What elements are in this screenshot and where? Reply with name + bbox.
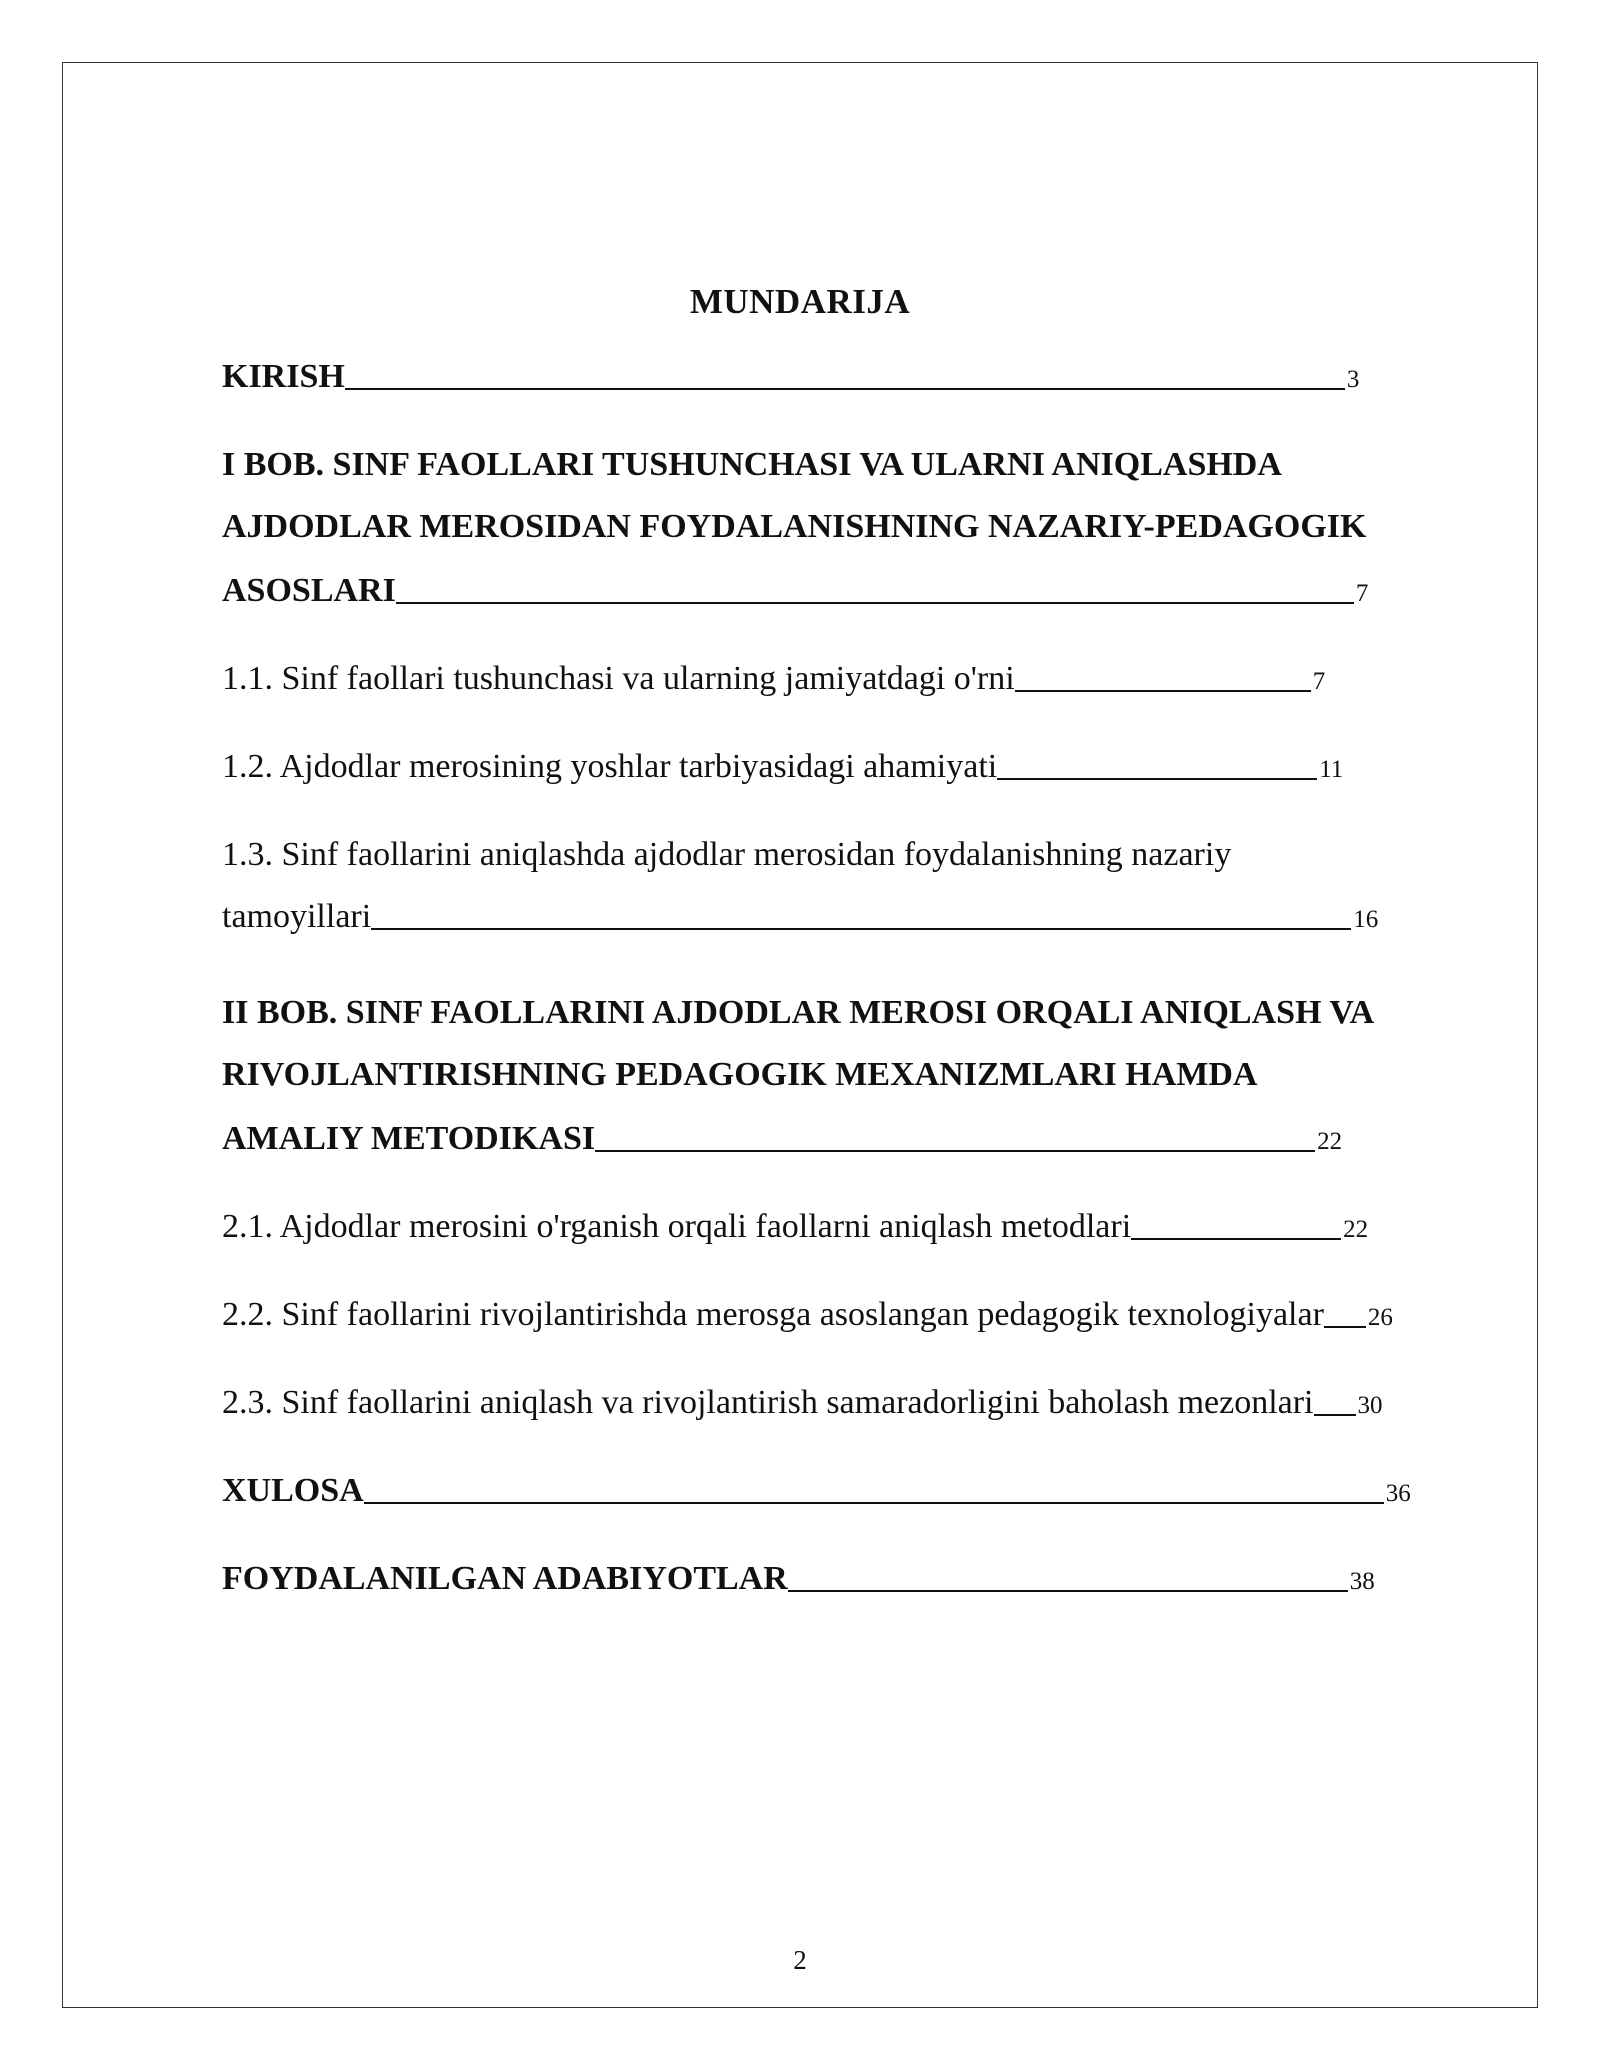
toc-page-number: 11 <box>1319 756 1344 783</box>
toc-leader <box>1131 1208 1341 1240</box>
toc-leader <box>1015 660 1311 692</box>
toc-entry-kirish[interactable] <box>222 358 1359 404</box>
toc-chapter1-line1[interactable]: I BOB. SINF FAOLLARI TUSHUNCHASI VA ULARNI ANIQLASHDA <box>222 446 1282 483</box>
toc-page-number: 22 <box>1317 1128 1343 1155</box>
toc-page-number: 16 <box>1353 906 1379 933</box>
toc-entry-label: FOYDALANILGAN ADABIYOTLAR <box>222 1560 788 1597</box>
toc-entry-1-2[interactable] <box>222 748 1343 794</box>
toc-entry-label: AMALIY METODIKASI <box>222 1120 596 1157</box>
toc-entry-chapter2[interactable] <box>222 1120 1342 1166</box>
toc-leader <box>1314 1384 1356 1416</box>
toc-chapter1-line2[interactable]: AJDODLAR MEROSIDAN FOYDALANISHNING NAZARIY-PEDAGOGIK <box>222 508 1367 545</box>
toc-chapter2-line1[interactable]: II BOB. SINF FAOLLARINI AJDODLAR MEROSI ORQALI ANIQLASH VA <box>222 994 1375 1031</box>
toc-page-number: 7 <box>1312 668 1326 695</box>
toc-entry-label: 2.1. Ajdodlar merosini o'rganish orqali faollarni aniqlash metodlari <box>222 1208 1132 1245</box>
toc-entry-label: 1.2. Ajdodlar merosining yoshlar tarbiyasidagi ahamiyati <box>222 748 998 785</box>
toc-entry-label: tamoyillari <box>222 898 372 935</box>
toc-entry-1-3-line1[interactable]: 1.3. Sinf faollarini aniqlashda ajdodlar merosidan foydalanishning nazariy <box>222 836 1232 873</box>
toc-leader <box>595 1120 1315 1152</box>
toc-entry-xulosa[interactable] <box>222 1472 1411 1518</box>
toc-leader <box>371 898 1351 930</box>
toc-entry-1-1[interactable] <box>222 660 1325 706</box>
toc-page-number: 7 <box>1355 580 1369 607</box>
toc-leader <box>364 1472 1384 1504</box>
toc-entry-label: ASOSLARI <box>222 572 396 609</box>
toc-entry-label: 1.1. Sinf faollari tushunchasi va ularning jamiyatdagi o'rni <box>222 660 1015 697</box>
toc-entry-chapter1[interactable] <box>222 572 1368 618</box>
toc-page-number: 36 <box>1385 1480 1411 1507</box>
toc-entry-label: 2.3. Sinf faollarini aniqlash va rivojlantirish samaradorligini baholash mezonlari <box>222 1384 1314 1421</box>
toc-page-number: 38 <box>1349 1568 1375 1595</box>
page-number-footer: 2 <box>793 1945 807 1975</box>
toc-leader <box>997 748 1317 780</box>
toc-leader <box>396 572 1354 604</box>
toc-entry-2-2[interactable] <box>222 1296 1393 1342</box>
toc-entry-label: KIRISH <box>222 358 345 395</box>
toc-entry-2-3[interactable] <box>222 1384 1383 1430</box>
toc-leader <box>1324 1296 1366 1328</box>
toc-page-number: 30 <box>1357 1392 1383 1419</box>
toc-entry-1-3[interactable] <box>222 898 1378 944</box>
toc-entry-adabiyotlar[interactable] <box>222 1560 1375 1606</box>
page-border <box>62 62 1538 2008</box>
toc-title: MUNDARIJA <box>689 282 911 321</box>
toc-entry-label: XULOSA <box>222 1472 364 1509</box>
toc-leader <box>788 1560 1348 1592</box>
toc-page-number: 22 <box>1343 1216 1369 1243</box>
toc-chapter2-line2[interactable]: RIVOJLANTIRISHNING PEDAGOGIK MEXANIZMLARI HAMDA <box>222 1056 1258 1093</box>
toc-entry-label: 2.2. Sinf faollarini rivojlantirishda merosga asoslangan pedagogik texnologiyalar <box>222 1296 1324 1333</box>
toc-page-number: 3 <box>1346 366 1360 393</box>
toc-page-number: 26 <box>1367 1304 1393 1331</box>
toc-leader <box>345 358 1345 390</box>
toc-entry-2-1[interactable] <box>222 1208 1368 1254</box>
